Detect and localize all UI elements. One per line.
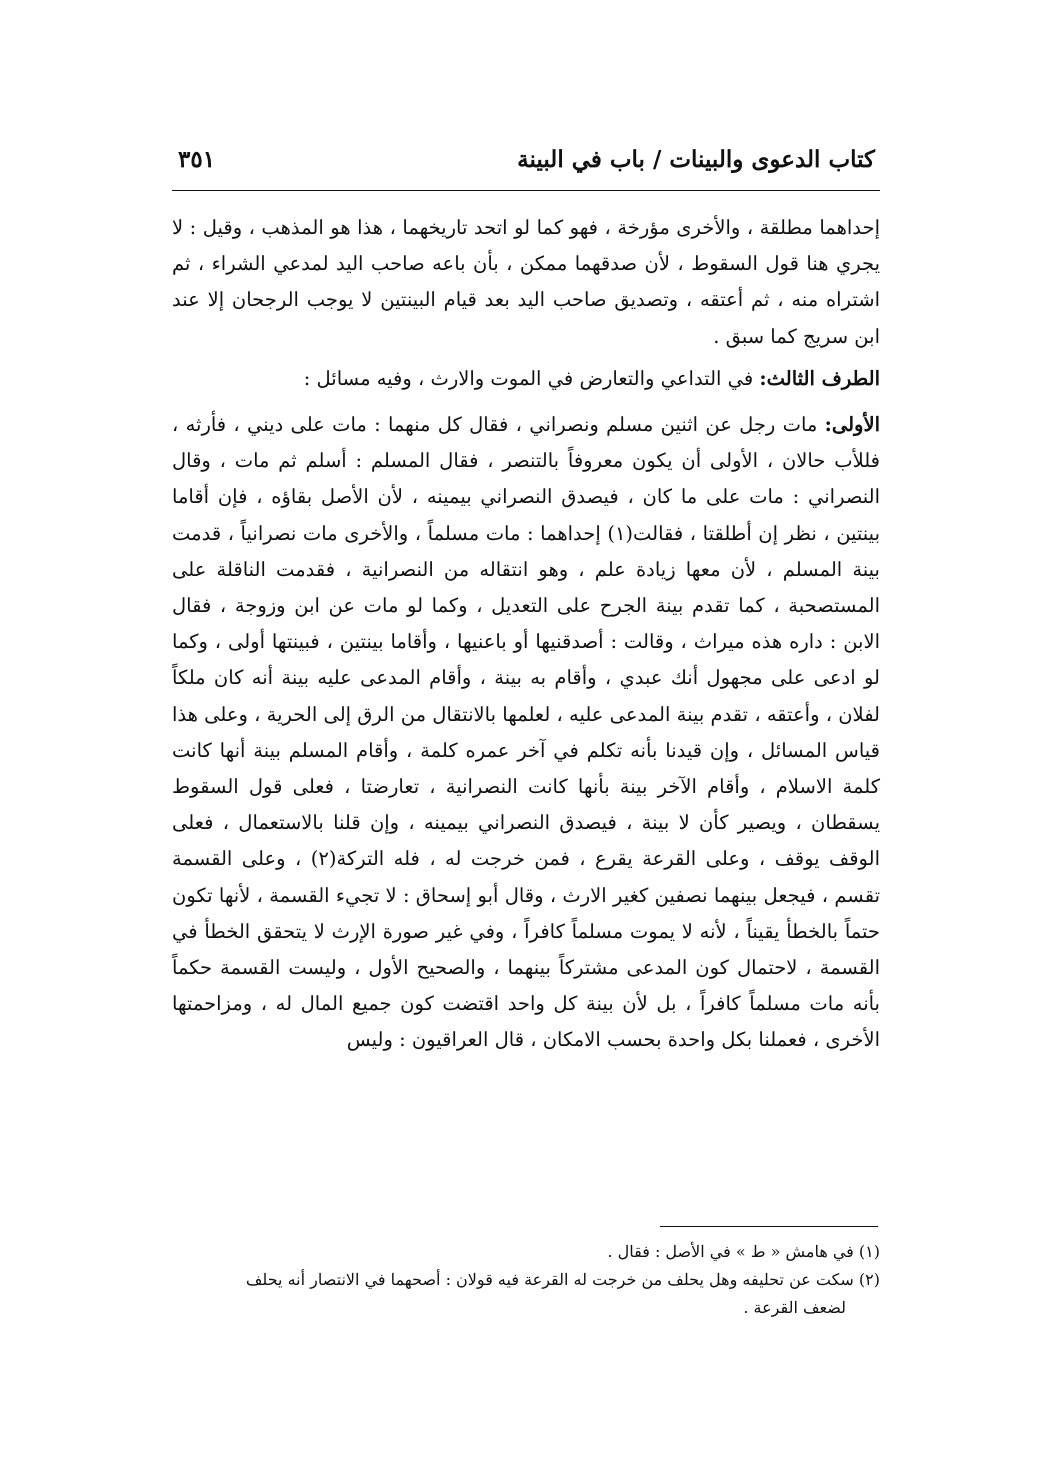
first-issue-label: الأولى:: [824, 413, 880, 437]
footnote-2-continuation: لضعف القرعة .: [743, 1298, 846, 1317]
page-header: [178, 140, 875, 190]
running-title: كتاب الدعوى والبينات / باب في البينة: [517, 146, 875, 173]
header-divider: [172, 190, 880, 191]
main-text: [172, 210, 880, 1059]
footnote-divider: [660, 1226, 878, 1227]
footnotes: [180, 1238, 880, 1322]
page-number: ٣٥١: [178, 146, 216, 173]
footnote-2: (٢) سكت عن تحليفه وهل يحلف من خرجت له القرعة فيه قولان : أصحهما في الانتصار أنه يحلف: [245, 1270, 880, 1289]
section-text: في التداعي والتعارض في الموت والارث ، وفيه مسائل :: [303, 366, 760, 390]
intro-paragraph: إحداهما مطلقة ، والأخرى مؤرخة ، فهو كما لو اتحد تاريخهما ، هذا هو المذهب ، وقيل : لا يجري هنا قول السقوط ، لأن صدقهما ممكن ، بأن باعه صاحب اليد لمدعي الشراء ، ثم اشتراه منه ، ثم أعتقه ، وتصديق صاحب اليد بعد قيام البينتين لا يوجب الرجحان إلا عند ابن سريج كما سبق .: [172, 216, 880, 348]
section-heading: [172, 361, 880, 397]
footnote-1: (١) في هامش « ط » في الأصل : فقال .: [607, 1242, 880, 1261]
first-issue-paragraph: [172, 407, 880, 1059]
section-label: الطرف الثالث:: [759, 366, 880, 390]
first-issue-text: مات رجل عن اثنين مسلم ونصراني ، فقال كل منهما : مات على ديني ، فأرثه ، فللأب حالان ، الأولى أن يكون معروفاً بالتنصر ، فقال المسلم : أسلم ثم مات ، وقال النصراني : مات على ما كان ، فيصدق النصراني بيمينه ، لأن الأصل بقاؤه ، فإن أقاما بينتين ، نظر إن أطلقتا ، فقالت(١) إحداهما : مات مسلماً ، والأخرى مات نصرانياً ، قدمت بينة المسلم ، لأن معها زيادة علم ، وهو انتقاله من النصرانية ، فقدمت الناقلة على المستصحبة ، كما تقدم بينة الجرح على التعديل ، وكما لو مات عن ابن وزوجة ، فقال الابن : داره هذه ميراث ، وقالت : أصدقنيها أو باعنيها ، وأقاما بينتين ، فبينتها أولى ، وكما لو ادعى على مجهول أنك عبدي ، وأقام به بينة ، وأقام المدعى عليه بينة أنه كان ملكاً لفلان ، وأعتقه ، تقدم بينة المدعى عليه ، لعلمها بالانتقال من الرق إلى الحرية ، وعلى هذا قياس المسائل ، وإن قيدنا بأنه تكلم في آخر عمره كلمة ، وأقام المسلم بينة أنها كانت كلمة الاسلام ، وأقام الآخر بينة بأنها كانت النصرانية ، تعارضتا ، فعلى قول السقوط يسقطان ، ويصير كأن لا بينة ، فيصدق النصراني بيمينه ، وإن قلنا بالاستعمال ، فعلى الوقف يوقف ، وعلى القرعة يقرع ، فمن خرجت له ، فله التركة(٢) ، وعلى القسمة تقسم ، فيجعل بينهما نصفين كغير الارث ، وقال أبو إسحاق : لا تجيء القسمة ، لأنها تكون حتماً بالخطأ يقيناً ، لأنه لا يموت مسلماً كافراً ، وفي غير صورة الإرث لا يتحقق الخطأ في القسمة ، لاحتمال كون المدعى مشتركاً بينهما ، والصحيح الأول ، وليست القسمة حكماً بأنه مات مسلماً كافراً ، بل لأن بينة كل واحد اقتضت كون جميع المال له ، ومزاحمتها الأخرى ، فعملنا بكل واحدة بحسب الامكان ، قال العراقيون : وليس: [172, 413, 880, 1052]
